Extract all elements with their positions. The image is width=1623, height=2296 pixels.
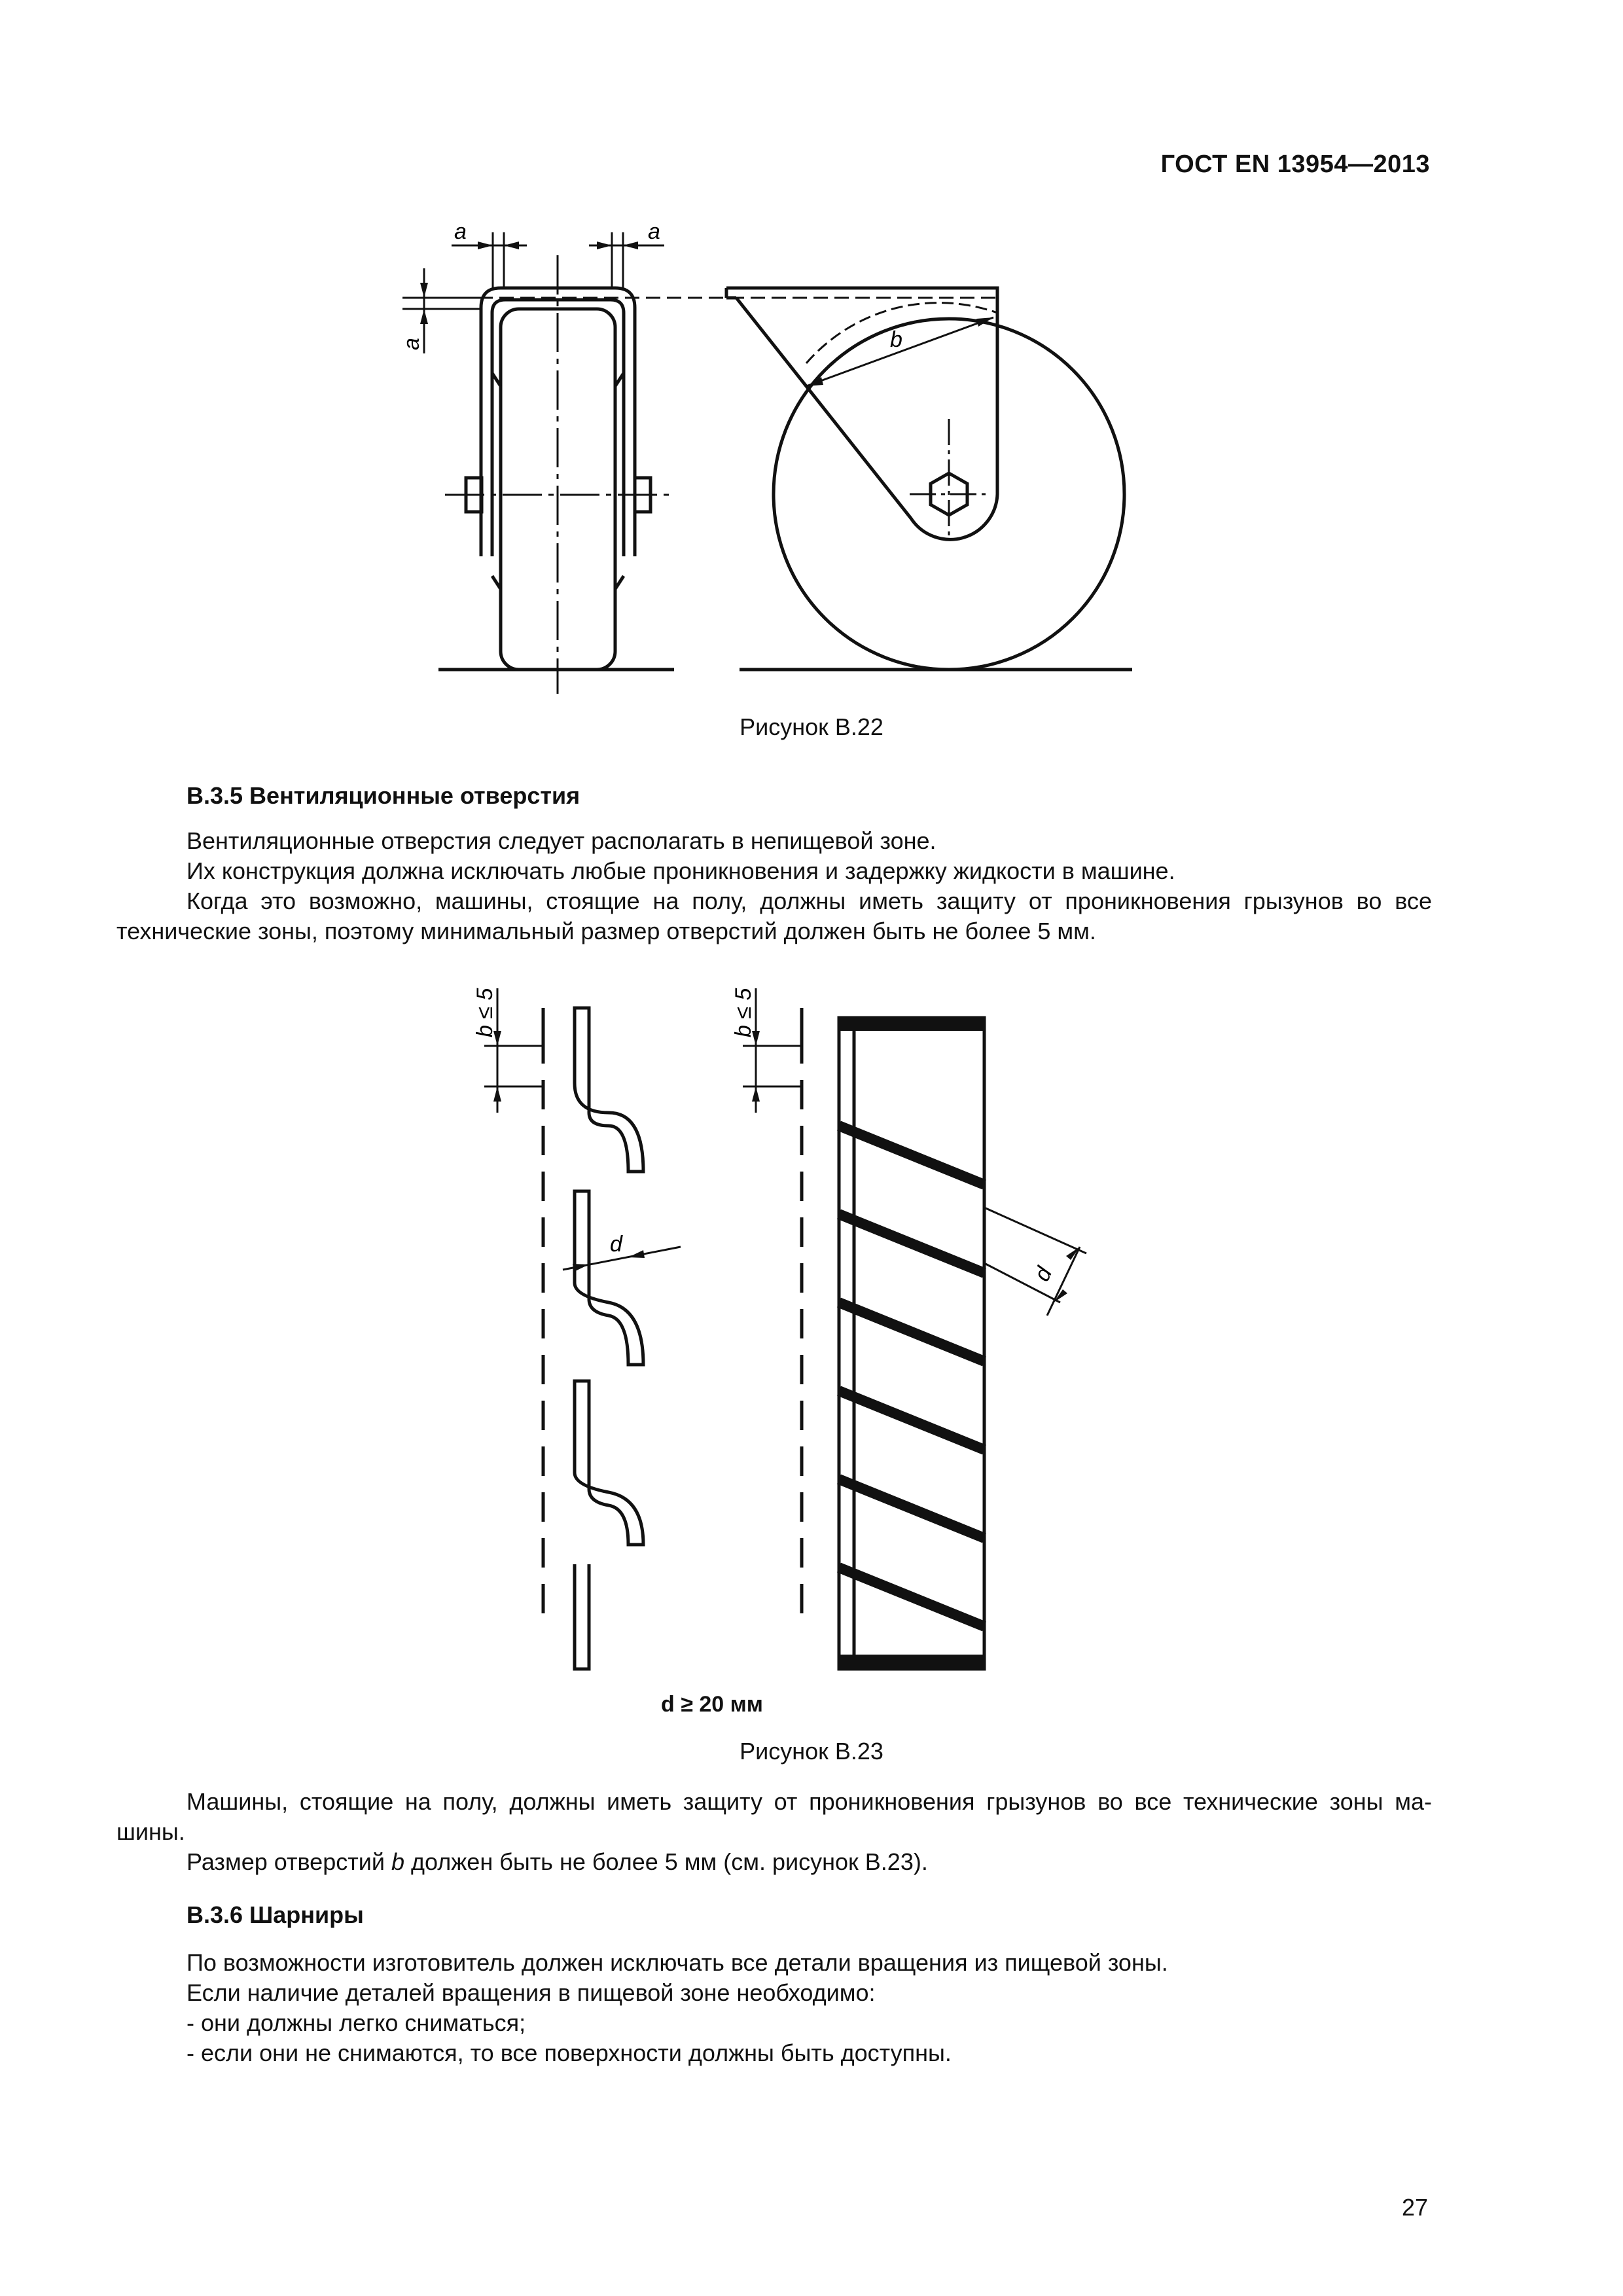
standard-header: ГОСТ EN 13954—2013 bbox=[1160, 151, 1430, 178]
page-number: 27 bbox=[1401, 2194, 1428, 2221]
label-d-right: d bbox=[1029, 1263, 1058, 1285]
label-a-top-left: a bbox=[454, 219, 467, 244]
section-b35-heading: В.3.5 Вентиляционные отверстия bbox=[187, 782, 580, 809]
section-b36-heading: В.3.6 Шарниры bbox=[187, 1901, 364, 1928]
section-b35-p3-line2: технические зоны, поэтому минимальный размер отверстий должен быть не более 5 мм. bbox=[116, 918, 1096, 944]
after-b23-p2-var: b bbox=[391, 1848, 404, 1875]
label-d-left: d bbox=[610, 1232, 622, 1257]
after-b23-p1-line1: Машины, стоящие на полу, должны иметь защиту от проникновения грызунов во все технические зоны ма- bbox=[187, 1788, 1432, 1815]
section-b36-p1: По возможности изготовитель должен исключать все детали вращения из пищевой зоны. bbox=[187, 1949, 1168, 1976]
after-b23-p2-prefix: Размер отверстий bbox=[187, 1848, 391, 1875]
label-b-le-5-right: b ≤ 5 bbox=[731, 988, 756, 1037]
figure-b22-caption: Рисунок В.22 bbox=[740, 713, 883, 740]
section-b36-item2: - если они не снимаются, то все поверхности должны быть доступны. bbox=[187, 2039, 952, 2066]
after-b23-p2-suffix: должен быть не более 5 мм (см. рисунок В.23). bbox=[404, 1848, 928, 1875]
after-b23-p1-line2: шины. bbox=[116, 1818, 185, 1845]
grille-slat bbox=[839, 1126, 984, 1185]
label-a-left: a bbox=[399, 338, 424, 350]
section-b35-p1: Вентиляционные отверстия следует располагать в непищевой зоне. bbox=[187, 827, 936, 854]
section-b35-p3-line1: Когда это возможно, машины, стоящие на полу, должны иметь защиту от проникновения грызунов во все bbox=[187, 888, 1432, 914]
after-b23-p2 bbox=[187, 1847, 928, 1877]
section-b35-p2: Их конструкция должна исключать любые проникновения и задержку жидкости в машине. bbox=[187, 857, 1175, 884]
section-b36-item1: - они должны легко сниматься; bbox=[187, 2009, 526, 2036]
label-b: b bbox=[890, 327, 902, 352]
figure-b23-caption: Рисунок В.23 bbox=[740, 1738, 883, 1765]
louver-profile bbox=[575, 1008, 643, 1172]
label-b-le-5-left: b ≤ 5 bbox=[473, 988, 497, 1037]
label-a-top-right: a bbox=[648, 219, 660, 244]
figure-b23-note: d ≥ 20 мм bbox=[661, 1692, 763, 1717]
section-b36-p2: Если наличие деталей вращения в пищевой зоне необходимо: bbox=[187, 1979, 876, 2006]
